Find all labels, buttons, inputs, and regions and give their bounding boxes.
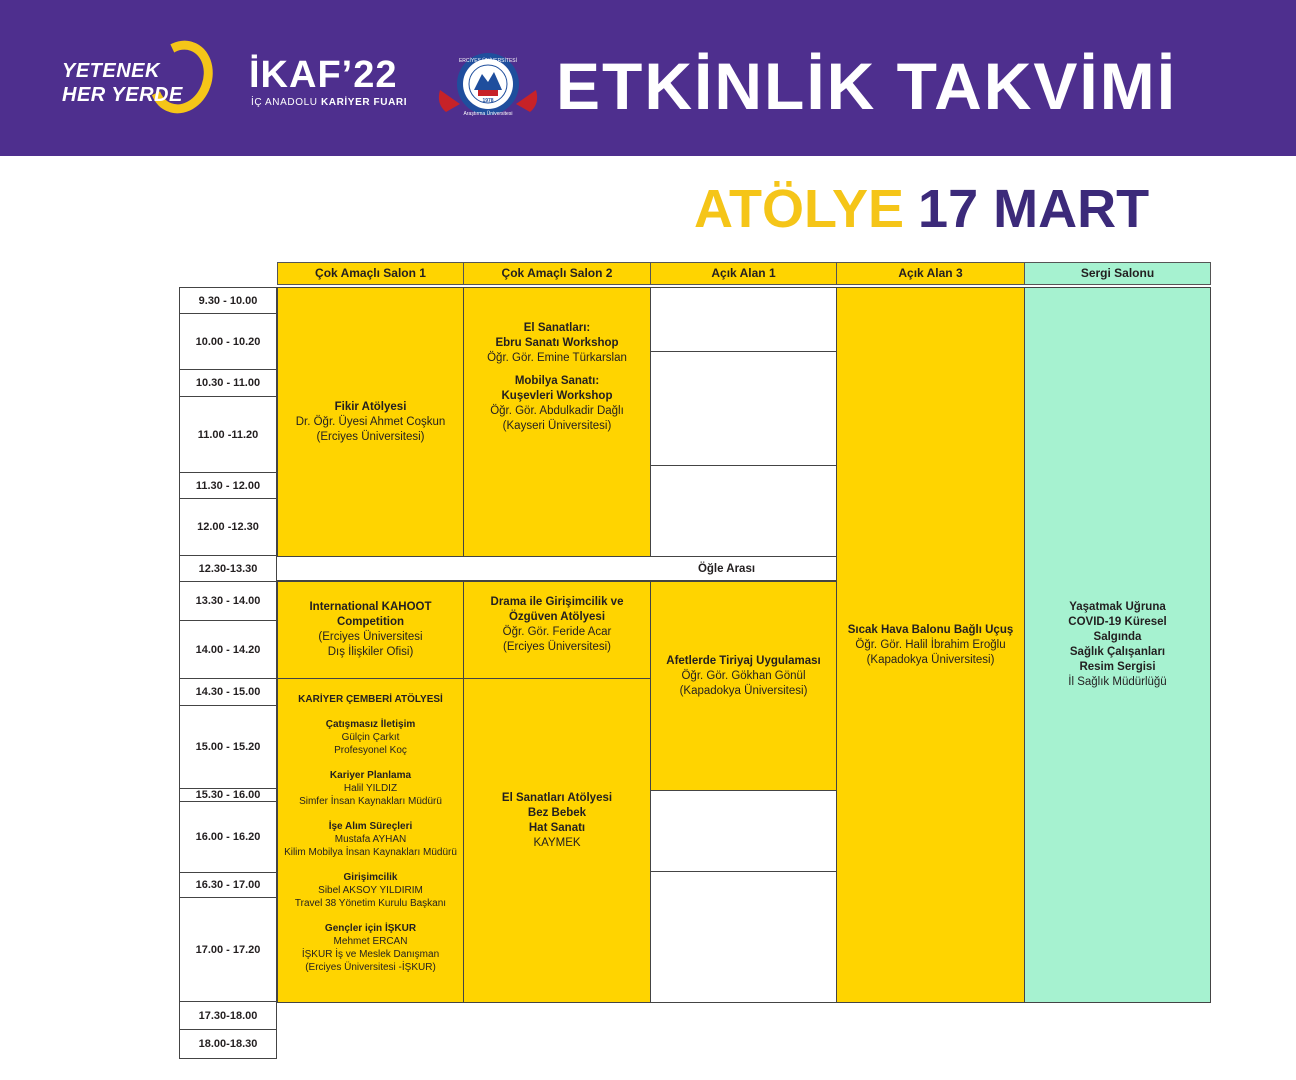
event-speaker: Öğr. Gör. Halil İbrahim Eroğlu [855,638,1006,651]
empty-cell [650,287,837,352]
ikaf-title: İKAF’22 [249,54,398,96]
event-title: El Sanatları Atölyesi [501,791,613,804]
session-role: İŞKUR İş ve Meslek Danışman [301,949,440,960]
session-title: Çatışmasız İletişim [325,719,416,730]
event-speaker: Öğr. Gör. Emine Türkarslan [487,351,627,364]
session-title: İşe Alım Süreçleri [328,821,413,832]
session-role: Kilim Mobilya İnsan Kaynakları Müdürü [284,847,457,858]
time-slot: 15.00 - 15.20 [179,705,277,789]
event-subtitle: Ebru Sanatı Workshop [495,336,619,349]
session-role: Profesyonel Koç [334,745,407,756]
header-banner [0,0,1296,156]
event-drama-girisimcilik [463,581,651,679]
event-title: Fikir Atölyesi [334,400,407,413]
session-title: Gençler için İŞKUR [324,923,417,934]
event-institution: (Erciyes Üniversitesi) [316,430,425,443]
event-institution: (Erciyes Üniversitesi) [503,641,611,653]
session-speaker: Gülçin Çarkıt [341,732,400,743]
page-title: ETKİNLİK TAKVİMİ [556,49,1178,123]
time-slot: 12.30-13.30 [179,555,277,582]
event-sicak-hava-balonu [836,287,1025,1003]
event-speaker: Öğr. Gör. Feride Acar [502,626,612,638]
column-header-salon-1: Çok Amaçlı Salon 1 [277,262,464,285]
event-title: Salgında [1093,631,1142,643]
session-speaker: Mustafa AYHAN [334,834,407,845]
event-title: KARİYER ÇEMBERİ ATÖLYESİ [298,694,443,705]
column-header-acik-alan-1: Açık Alan 1 [650,262,837,285]
lunch-break-label: Öğle Arası [697,562,756,575]
empty-cell [650,790,837,872]
event-date: 17 MART [918,179,1150,239]
session-title: Girişimcilik [343,872,398,883]
column-header-salon-2: Çok Amaçlı Salon 2 [463,262,651,285]
event-title: Mobilya Sanatı: [514,374,600,387]
session-speaker: Halil YILDIZ [343,783,398,794]
event-title: Competition [336,616,405,628]
event-title: Bez Bebek [527,806,587,819]
event-el-sanatlari-workshop [463,287,651,557]
event-kariyer-cemberi [277,678,464,1003]
event-institution: (Kapadokya Üniversitesi) [866,653,995,666]
event-title: Drama ile Girişimcilik ve [490,596,624,608]
event-title: Afetlerde Tiriyaj Uygulaması [666,654,821,667]
logo-line-2: HER YERDE [62,84,183,106]
event-institution: (Kapadokya Üniversitesi) [679,684,808,697]
time-slot: 10.00 - 10.20 [179,313,277,370]
time-slot: 15.30 - 16.00 [179,788,277,802]
svg-text:1978: 1978 [482,98,494,104]
event-institution: (Kayseri Üniversitesi) [502,419,612,432]
empty-cell [650,465,837,557]
time-slot: 16.30 - 17.00 [179,872,277,898]
page-subtitle [694,178,1149,240]
time-slot: 10.30 - 11.00 [179,369,277,397]
event-afet-tiriyaj [650,581,837,791]
session-speaker: Sibel AKSOY YILDIRIM [318,885,423,896]
event-subtitle: Kuşevleri Workshop [501,389,613,402]
event-speaker: Öğr. Gör. Gökhan Gönül [681,669,806,682]
column-header-acik-alan-3: Açık Alan 3 [836,262,1025,285]
event-type: ATÖLYE [694,179,905,239]
event-title: Resim Sergisi [1079,661,1156,673]
time-slot: 11.00 -11.20 [179,396,277,473]
time-slot: 14.30 - 15.00 [179,678,277,706]
event-resim-sergisi [1024,287,1211,1003]
event-kahoot-competition [277,581,464,679]
time-slot: 12.00 -12.30 [179,498,277,556]
svg-text:ERCİYES ÜNİVERSİTESİ: ERCİYES ÜNİVERSİTESİ [458,58,518,64]
event-title: Özgüven Atölyesi [508,611,606,623]
event-title: Yaşatmak Uğruna [1069,601,1166,613]
time-slot: 13.30 - 14.00 [179,581,277,621]
time-slot: 18.00-18.30 [179,1029,277,1059]
session-title: Kariyer Planlama [329,770,412,781]
session-role: Simfer İnsan Kaynakları Müdürü [299,796,442,807]
yetenek-her-yerde-logo [58,40,208,120]
ikaf-subtitle [251,97,407,108]
event-speaker: Öğr. Gör. Abdulkadir Dağlı [490,404,624,417]
event-institution: (Erciyes Üniversitesi [318,631,423,643]
event-title: El Sanatları: [523,321,591,334]
time-slot: 17.00 - 17.20 [179,897,277,1002]
session-speaker: Mehmet ERCAN [333,936,408,947]
time-slot: 9.30 - 10.00 [179,287,277,314]
lunch-break-row [277,556,836,581]
svg-text:Araştırma Üniversitesi: Araştırma Üniversitesi [463,111,513,117]
erciyes-university-seal-icon [434,52,542,118]
time-slot: 11.30 - 12.00 [179,472,277,499]
event-title: Hat Sanatı [528,821,586,834]
ikaf-sub-pre: İÇ ANADOLU [251,97,318,108]
event-title: Sağlık Çalışanları [1069,646,1166,658]
time-slot: 16.00 - 16.20 [179,801,277,873]
event-title: Sıcak Hava Balonu Bağlı Uçuş [847,623,1014,636]
session-role: (Erciyes Üniversitesi -İŞKUR) [305,962,436,973]
event-institution: Dış İlişkiler Ofisi) [327,646,414,658]
logo-line-1: YETENEK [62,60,160,82]
time-slot: 14.00 - 14.20 [179,620,277,679]
session-role: Travel 38 Yönetim Kurulu Başkanı [294,898,447,909]
event-title: International KAHOOT [309,601,432,613]
empty-cell [650,871,837,1003]
event-el-sanatlari-atolyesi [463,678,651,1003]
event-organizer: KAYMEK [533,836,581,849]
time-slot: 17.30-18.00 [179,1001,277,1030]
empty-cell [650,351,837,466]
column-header-sergi-salonu: Sergi Salonu [1024,262,1211,285]
event-organizer: İl Sağlık Müdürlüğü [1068,676,1167,688]
event-speaker: Dr. Öğr. Üyesi Ahmet Coşkun [295,415,446,428]
ikaf-sub-bold: KARİYER FUARI [320,97,408,108]
event-fikir-atolyesi [277,287,464,557]
event-title: COVID-19 Küresel [1068,616,1167,628]
ikaf-logo [249,55,419,115]
